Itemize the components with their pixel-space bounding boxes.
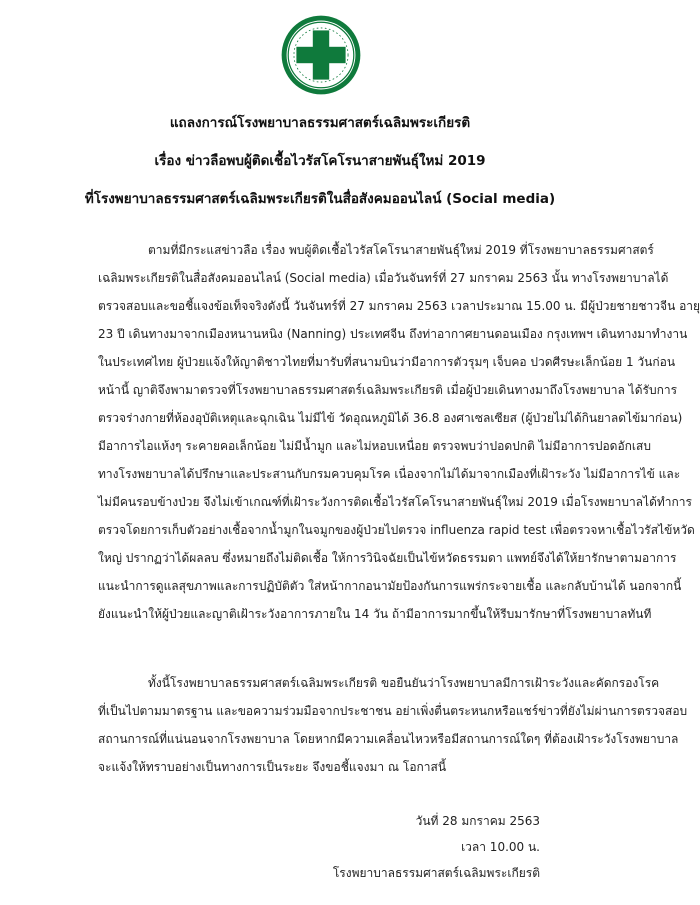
paragraph-line: ในประเทศไทย ผู้ป่วยแจ้งให้ญาติชาวไทยที่มารับที่สนามบินว่ามีอาการตัวรุมๆ เจ็บคอ ปวดศีรษะเล็กน้อย 1 วันก่อน	[98, 355, 676, 369]
paragraph-line: ตรวจร่างกายที่ห้องอุบัติเหตุและฉุกเฉิน ไม่มีไข้ วัดอุณหภูมิได้ 36.8 องศาเซลเซียส (ผู้ป่วยไม่ได้กินยาลดไข้มาก่อน)	[98, 411, 683, 425]
paragraph-line: ใหญ่ ปรากฏว่าได้ผลลบ ซึ่งหมายถึงไม่ติดเชื้อ ให้การวินิจฉัยเป็นไข้หวัดธรรมดา แพทย์จึงได้ให้ยารักษาตามอาการ	[98, 551, 677, 565]
paragraph-line: แนะนำการดูแลสุขภาพและการปฏิบัติตัว ใส่หน้ากากอนามัยป้องกันการแพร่กระจายเชื้อ และกลับบ้านได้ นอกจากนี้	[98, 579, 682, 593]
green-cross-seal-icon	[280, 14, 362, 96]
document-subject: เรื่อง ข่าวลือพบผู้ติดเชื้อไวรัสโคโรนาสายพันธุ์ใหม่ 2019	[154, 153, 486, 169]
hospital-logo	[280, 14, 362, 96]
paragraph-line: จะแจ้งให้ทราบอย่างเป็นทางการเป็นระยะ จึงขอชี้แจงมา ณ โอกาสนี้	[98, 760, 447, 774]
paragraph-line: ทั้งนี้โรงพยาบาลธรรมศาสตร์เฉลิมพระเกียรติ ขอยืนยันว่าโรงพยาบาลมีการเฝ้าระวังและคัดกรองโรค	[148, 676, 660, 690]
paragraph-line: เฉลิมพระเกียรติในสื่อสังคมออนไลน์ (Social media) เมื่อวันจันทร์ที่ 27 มกราคม 2563 นั้น ทางโรงพยาบาลได้	[98, 271, 669, 285]
document-subject-continued: ที่โรงพยาบาลธรรมศาสตร์เฉลิมพระเกียรติในสื่อสังคมออนไลน์ (Social media)	[84, 191, 556, 207]
paragraph-line: ไม่มีคนรอบข้างป่วย จึงไม่เข้าเกณฑ์ที่เฝ้าระวังการติดเชื้อไวรัสโคโรนาสายพันธุ์ใหม่ 2019 เมื่อโรงพยาบาลได้ทำการ	[98, 495, 692, 509]
signature-organization: โรงพยาบาลธรรมศาสตร์เฉลิมพระเกียรติ	[332, 866, 540, 880]
signature-time: เวลา 10.00 น.	[461, 840, 540, 854]
paragraph-line: มีอาการไอแห้งๆ ระคายคอเล็กน้อย ไม่มีน้ำมูก และไม่หอบเหนื่อย ตรวจพบว่าปอดปกติ ไม่มีอาการปอดอักเสบ	[98, 439, 651, 453]
paragraph-line: ตามที่มีกระแสข่าวลือ เรื่อง พบผู้ติดเชื้อไวรัสโคโรนาสายพันธุ์ใหม่ 2019 ที่โรงพยาบาลธรรมศาสตร์	[148, 243, 654, 257]
paragraph-line: ทางโรงพยาบาลได้ปรึกษาและประสานกับกรมควบคุมโรค เนื่องจากไม่ได้มาจากเมืองที่เฝ้าระวัง ไม่มีอาการไข้ และ	[98, 467, 681, 481]
paragraph-line: ตรวจสอบและขอชี้แจงข้อเท็จจริงดังนี้ วันจันทร์ที่ 27 มกราคม 2563 เวลาประมาณ 15.00 น. มีผู้ป่วยชายชาวจีน อายุ	[98, 299, 700, 313]
paragraph-line: ตรวจโดยการเก็บตัวอย่างเชื้อจากน้ำมูกในจมูกของผู้ป่วยไปตรวจ influenza rapid test เพื่อตรวจหาเชื้อไวรัสไข้หวัด	[98, 523, 695, 537]
signature-date: วันที่ 28 มกราคม 2563	[415, 814, 540, 828]
paragraph-line: 23 ปี เดินทางมาจากเมืองหนานหนิง (Nanning) ประเทศจีน ถึงท่าอากาศยานดอนเมือง กรุงเทพฯ เดินทางมาทำงาน	[98, 327, 688, 341]
paragraph-line: ที่เป็นไปตามมาตรฐาน และขอความร่วมมือจากประชาชน อย่าเพิ่งตื่นตระหนกหรือแชร์ข่าวที่ยังไม่ผ่านการตรวจสอบ	[98, 704, 688, 718]
document-title: แถลงการณ์โรงพยาบาลธรรมศาสตร์เฉลิมพระเกียรติ	[169, 115, 471, 131]
paragraph-line: สถานการณ์ที่แน่นอนจากโรงพยาบาล โดยหากมีความเคลื่อนไหวหรือมีสถานการณ์ใดๆ ที่ต้องเฝ้าระวังโรงพยาบาล	[98, 732, 679, 746]
paragraph-line: หน้านี้ ญาติจึงพามาตรวจที่โรงพยาบาลธรรมศาสตร์เฉลิมพระเกียรติ เมื่อผู้ป่วยเดินทางมาถึงโรงพยาบาล ได้รับการ	[98, 383, 678, 397]
paragraph-line: ยังแนะนำให้ผู้ป่วยและญาติเฝ้าระวังอาการภายใน 14 วัน ถ้ามีอาการมากขึ้นให้รีบมารักษาที่โรงพยาบาลทันที	[98, 607, 652, 621]
